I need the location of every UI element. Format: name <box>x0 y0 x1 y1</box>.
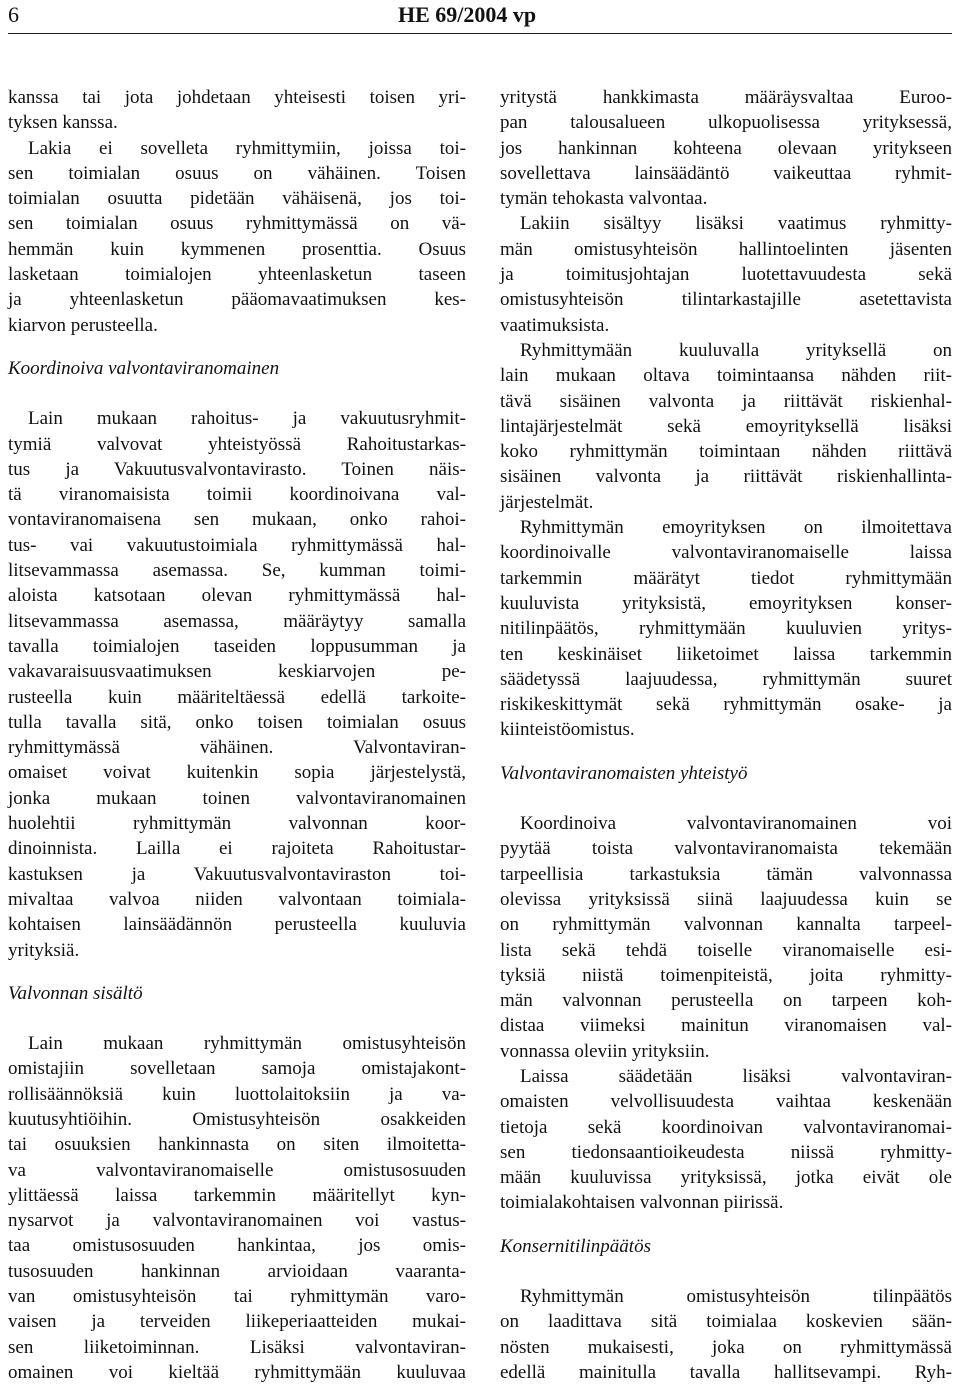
text-line: lasketaan toimialojen yhteenlasketun taseen <box>8 264 466 286</box>
text-line: toimialakohtaisen valvonnan piirissä. <box>500 1192 784 1214</box>
text-line: on laadittava sitä toimialaa koskevien sään- <box>500 1311 952 1333</box>
text-line: Lain mukaan ryhmittymän omistusyhteisön <box>28 1033 466 1055</box>
text-line: riskikeskittymät sekä ryhmittymän osake- ja <box>500 694 952 716</box>
text-line: män valvonnan perusteella on tarpeen koh- <box>500 990 952 1012</box>
text-line: Laissa säädetään lisäksi valvontaviran- <box>520 1065 952 1087</box>
text-line: va valvontaviranomaiselle omistusosuuden <box>8 1159 466 1181</box>
page-header <box>0 0 960 40</box>
text-line: sen toimialan osuus on vähäinen. Toisen <box>8 162 466 184</box>
text-line: kanssa tai jota johdetaan yhteisesti toisen yri- <box>8 87 466 108</box>
section-heading: Valvonnan sisältö <box>8 982 143 1004</box>
text-line: vaisen ja terveiden liikeperiaatteiden mukai- <box>8 1311 466 1333</box>
text-line: litsevammassa asemassa, määräytyy samalla <box>8 610 466 632</box>
text-line: vaatimuksista. <box>500 314 610 336</box>
text-line: tarpeellisia tarkastuksia tämän valvonnassa <box>500 863 952 885</box>
text-line: tymän tehokasta valvontaa. <box>500 188 708 210</box>
paragraph <box>500 85 952 211</box>
text-line: aloista katsotaan olevan ryhmittymässä hal- <box>8 585 466 607</box>
text-line: van omistusyhteisön tai ryhmittymän varo- <box>8 1286 466 1308</box>
paragraph <box>500 338 952 515</box>
text-line: mään kuuluvissa yrityksissä, jotka eivät ole <box>500 1167 952 1189</box>
text-line: hemmän kuin kymmenen prosenttia. Osuus <box>8 238 466 260</box>
text-line: tulla tavalla sitä, onko toisen toimialan osuus <box>8 711 466 733</box>
text-line: Lakia ei sovelleta ryhmittymiin, joissa toi- <box>28 137 466 159</box>
text-line: olevissa yrityksissä siinä laajuudessa kuin se <box>500 888 952 910</box>
text-line: mivaltaa valvoa niiden valvontaan toimiala- <box>8 888 466 910</box>
section-heading: Koordinoiva valvontaviranomainen <box>8 357 280 379</box>
text-line: järjestelmät. <box>500 491 594 513</box>
text-line: sen toimialan osuus ryhmittymässä on vä- <box>8 213 466 235</box>
text-line: lain mukaan oltava toimintaansa nähden riit- <box>500 365 952 387</box>
text-line: edellä mainitulla tavalla hallitsevampi. Ryh- <box>500 1361 952 1383</box>
text-line: rusteella kuin määriteltäessä edellä tarkoite- <box>8 686 466 708</box>
text-line: pan talousalueen ulkopuolisessa yrityksessä, <box>500 112 952 134</box>
text-line: Ryhmittymän emoyrityksen on ilmoitettava <box>520 517 952 539</box>
text-line: koordinoivalle valvontaviranomaiselle laissa <box>500 542 952 564</box>
text-line: distaa viimeksi mainitun viranomaisen val- <box>500 1015 952 1037</box>
text-line: ylittäessä laissa tarkemmin määritellyt kyn- <box>8 1184 466 1206</box>
text-line: tusosuuden hankinnan arvioidaan vaaranta- <box>8 1260 466 1282</box>
paragraph <box>8 406 466 963</box>
text-line: taa omistusosuuden hankintaa, jos omis- <box>8 1235 466 1257</box>
text-line: huolehtii ryhmittymän valvonnan koor- <box>8 813 466 835</box>
text-line: kastuksen ja Vakuutusvalvontaviraston toi- <box>8 863 466 885</box>
paragraph <box>500 1284 952 1385</box>
text-line: tus ja Vakuutusvalvontavirasto. Toinen näis- <box>8 458 466 480</box>
text-line: tyksen kanssa. <box>8 112 118 134</box>
paragraph <box>500 811 952 1064</box>
paragraph <box>8 1031 466 1385</box>
text-line: män omistusyhteisön hallintoelinten jäsenten <box>500 238 952 260</box>
paragraph <box>500 1064 952 1216</box>
text-line: omaiset voivat kuitenkin sopia järjestelystä, <box>8 762 466 784</box>
text-line: omistajiin sovelletaan samoja omistajakont- <box>8 1058 466 1080</box>
text-line: Lain mukaan rahoitus- ja vakuutusryhmit- <box>28 408 466 430</box>
text-line: tai osuuksien hankinnasta on siten ilmoitetta- <box>8 1134 466 1156</box>
text-line: pyytää toista valvontaviranomaista tekemään <box>500 838 952 860</box>
text-line: lista sekä tehdä toiselle viranomaiselle esi- <box>500 939 952 961</box>
text-line: sen liiketoiminnan. Lisäksi valvontaviran- <box>8 1336 466 1358</box>
text-line: tarkemmin määrätyt tiedot ryhmittymään <box>500 567 952 589</box>
text-line: kiarvon perusteella. <box>8 314 158 336</box>
text-line: Ryhmittymään kuuluvalla yrityksellä on <box>520 339 952 361</box>
text-line: toimialan osuutta pidetään vähäisenä, jos toi- <box>8 188 466 210</box>
text-line: nysarvot ja valvontaviranomainen voi vastus- <box>8 1210 466 1232</box>
section-heading: Konsernitilinpäätös <box>500 1235 651 1257</box>
text-line: nösten mukaisesti, joka on ryhmittymässä <box>500 1336 952 1358</box>
text-line: sisäinen valvonta ja riittävät riskienhallinta- <box>500 466 952 488</box>
text-line: Ryhmittymän omistusyhteisön tilinpäätös <box>520 1286 952 1308</box>
text-line: sen tiedonsaantioikeudesta niissä ryhmitty- <box>500 1141 952 1163</box>
text-line: ja yhteenlasketun pääomavaatimuksen kes- <box>8 289 466 311</box>
text-line: vonnassa oleviin yrityksiin. <box>500 1040 710 1062</box>
text-line: koko ryhmittymän toimintaan nähden riittävä <box>500 441 952 463</box>
text-line: nitilinpäätös, ryhmittymään kuuluvien yritys- <box>500 618 952 640</box>
text-line: kuutusyhtiöihin. Omistusyhteisön osakkeiden <box>8 1108 466 1130</box>
text-line: vakavaraisuusvaatimuksen keskiarvojen pe- <box>8 661 466 683</box>
text-line: jos hankinnan kohteena olevaan yritykseen <box>500 137 952 159</box>
header-rule <box>8 33 952 34</box>
text-line: vontaviranomaisena sen mukaan, onko rahoi- <box>8 509 466 531</box>
text-line: tavalla toimialojen taseiden loppusumman ja <box>8 635 466 657</box>
text-line: jonka mukaan toinen valvontaviranomainen <box>8 787 466 809</box>
text-line: tävä sisäinen valvonta ja riittävät riskienhal- <box>500 390 952 412</box>
text-line: säädetyssä laajuudessa, ryhmittymän suuret <box>500 668 952 690</box>
text-line: kuuluvista yrityksistä, emoyrityksen konser- <box>500 592 952 614</box>
text-line: litsevammassa asemassa. Se, kumman toimi- <box>8 560 466 582</box>
text-line: Koordinoiva valvontaviranomainen voi <box>520 813 952 835</box>
paragraph <box>8 136 466 338</box>
text-line: yrityksiä. <box>8 939 80 961</box>
text-line: omainen voi kieltää ryhmittymään kuuluvaa <box>8 1361 466 1383</box>
text-line: omaisten velvollisuudesta vaihtaa keskenään <box>500 1091 952 1113</box>
text-line: dinoinnista. Lailla ei rajoiteta Rahoitustar- <box>8 838 466 860</box>
text-line: tä viranomaisista toimii koordinoivana val- <box>8 484 466 506</box>
text-line: lintajärjestelmät sekä emoyrityksellä lisäksi <box>500 415 952 437</box>
text-line: ja toimitusjohtajan luotettavuudesta sekä <box>500 264 952 286</box>
document-id: HE 69/2004 vp <box>398 2 537 27</box>
paragraph <box>500 515 952 743</box>
paragraph <box>8 85 466 136</box>
text-line: rollisäännöksiä kuin luottolaitoksiin ja va- <box>8 1083 466 1105</box>
text-line: ten keskinäiset liiketoimet laissa tarkemmin <box>500 643 952 665</box>
page-number: 6 <box>8 2 19 27</box>
text-line: omistusyhteisön tilintarkastajille asetettavista <box>500 289 952 311</box>
paragraph <box>500 211 952 337</box>
text-line: tietoja sekä koordinoivan valvontaviranomai- <box>500 1116 952 1138</box>
right-column <box>500 85 952 1385</box>
left-column <box>8 85 466 1385</box>
text-line: kiinteistöomistus. <box>500 719 635 741</box>
text-line: tyksiä niistä toimenpiteistä, joita ryhmitty- <box>500 964 952 986</box>
text-line: sovellettava lainsäädäntö vaikeuttaa ryhmit- <box>500 162 952 184</box>
text-line: yritystä hankkimasta määräysvaltaa Euroo- <box>500 87 952 108</box>
text-line: kohtaisen lainsäädännön perusteella kuuluvia <box>8 914 466 936</box>
text-line: tus- vai vakuutustoimiala ryhmittymässä hal- <box>8 534 466 556</box>
section-heading: Valvontaviranomaisten yhteistyö <box>500 762 748 784</box>
text-line: on ryhmittymän valvonnan kannalta tarpeel- <box>500 914 952 936</box>
text-line: Lakiin sisältyy lisäksi vaatimus ryhmitty- <box>520 213 952 235</box>
text-line: tymiä valvovat yhteistyössä Rahoitustarkas- <box>8 433 466 455</box>
text-line: ryhmittymässä vähäinen. Valvontaviran- <box>8 737 466 759</box>
